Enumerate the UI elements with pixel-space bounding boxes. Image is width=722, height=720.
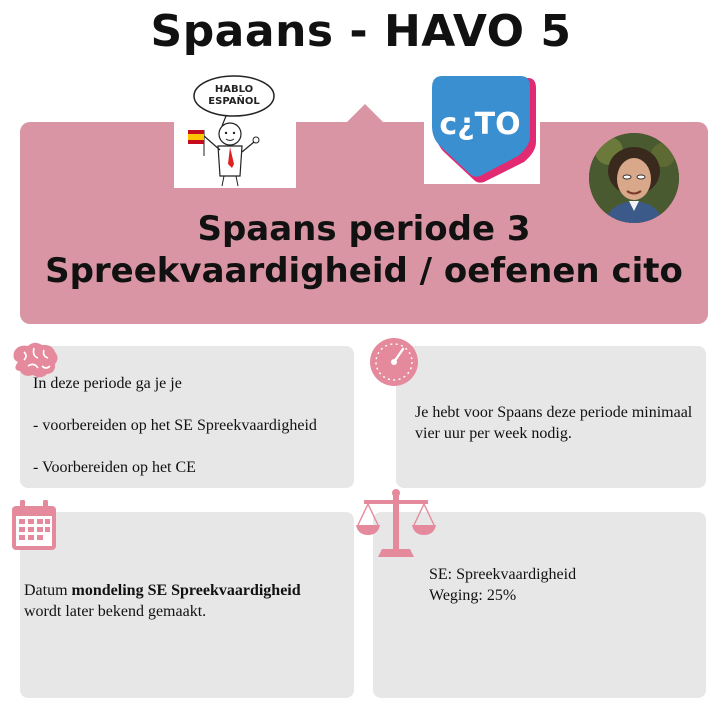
weight-line-2: Weging: 25%	[429, 587, 517, 604]
goals-item-1: - voorbereiden op het SE Spreekvaardigheid	[33, 417, 317, 434]
date-bold: mondeling SE Spreekvaardigheid	[71, 582, 301, 599]
hablo-text-2: ESPAÑOL	[208, 96, 260, 107]
banner-arrow	[345, 104, 385, 124]
date-prefix: Datum	[24, 582, 72, 599]
date-text	[24, 580, 354, 622]
weight-text	[429, 564, 689, 606]
banner-line-2: Spreekvaardigheid / oefenen cito	[45, 251, 683, 291]
banner-heading	[20, 208, 708, 292]
cito-logo-text: c¿TO	[439, 107, 521, 142]
goals-item-2: - Voorbereiden op het CE	[33, 459, 196, 476]
calendar-icon	[10, 498, 58, 557]
speedometer-icon	[369, 337, 419, 392]
cito-logo	[424, 72, 540, 184]
page-title: Spaans - HAVO 5	[150, 6, 572, 57]
hablo-espanol-image	[174, 72, 296, 188]
goals-text	[33, 373, 317, 499]
banner-line-1: Spaans periode 3	[197, 209, 531, 249]
date-suffix: wordt later bekend gemaakt.	[24, 603, 207, 620]
hablo-text-1: HABLO	[214, 84, 254, 95]
time-text: Je hebt voor Spaans deze periode minimaal vier uur per week nodig.	[415, 404, 693, 442]
scale-icon	[356, 487, 436, 566]
goals-intro: In deze periode ga je je	[33, 375, 182, 392]
weight-line-1: SE: Spreekvaardigheid	[429, 566, 577, 583]
